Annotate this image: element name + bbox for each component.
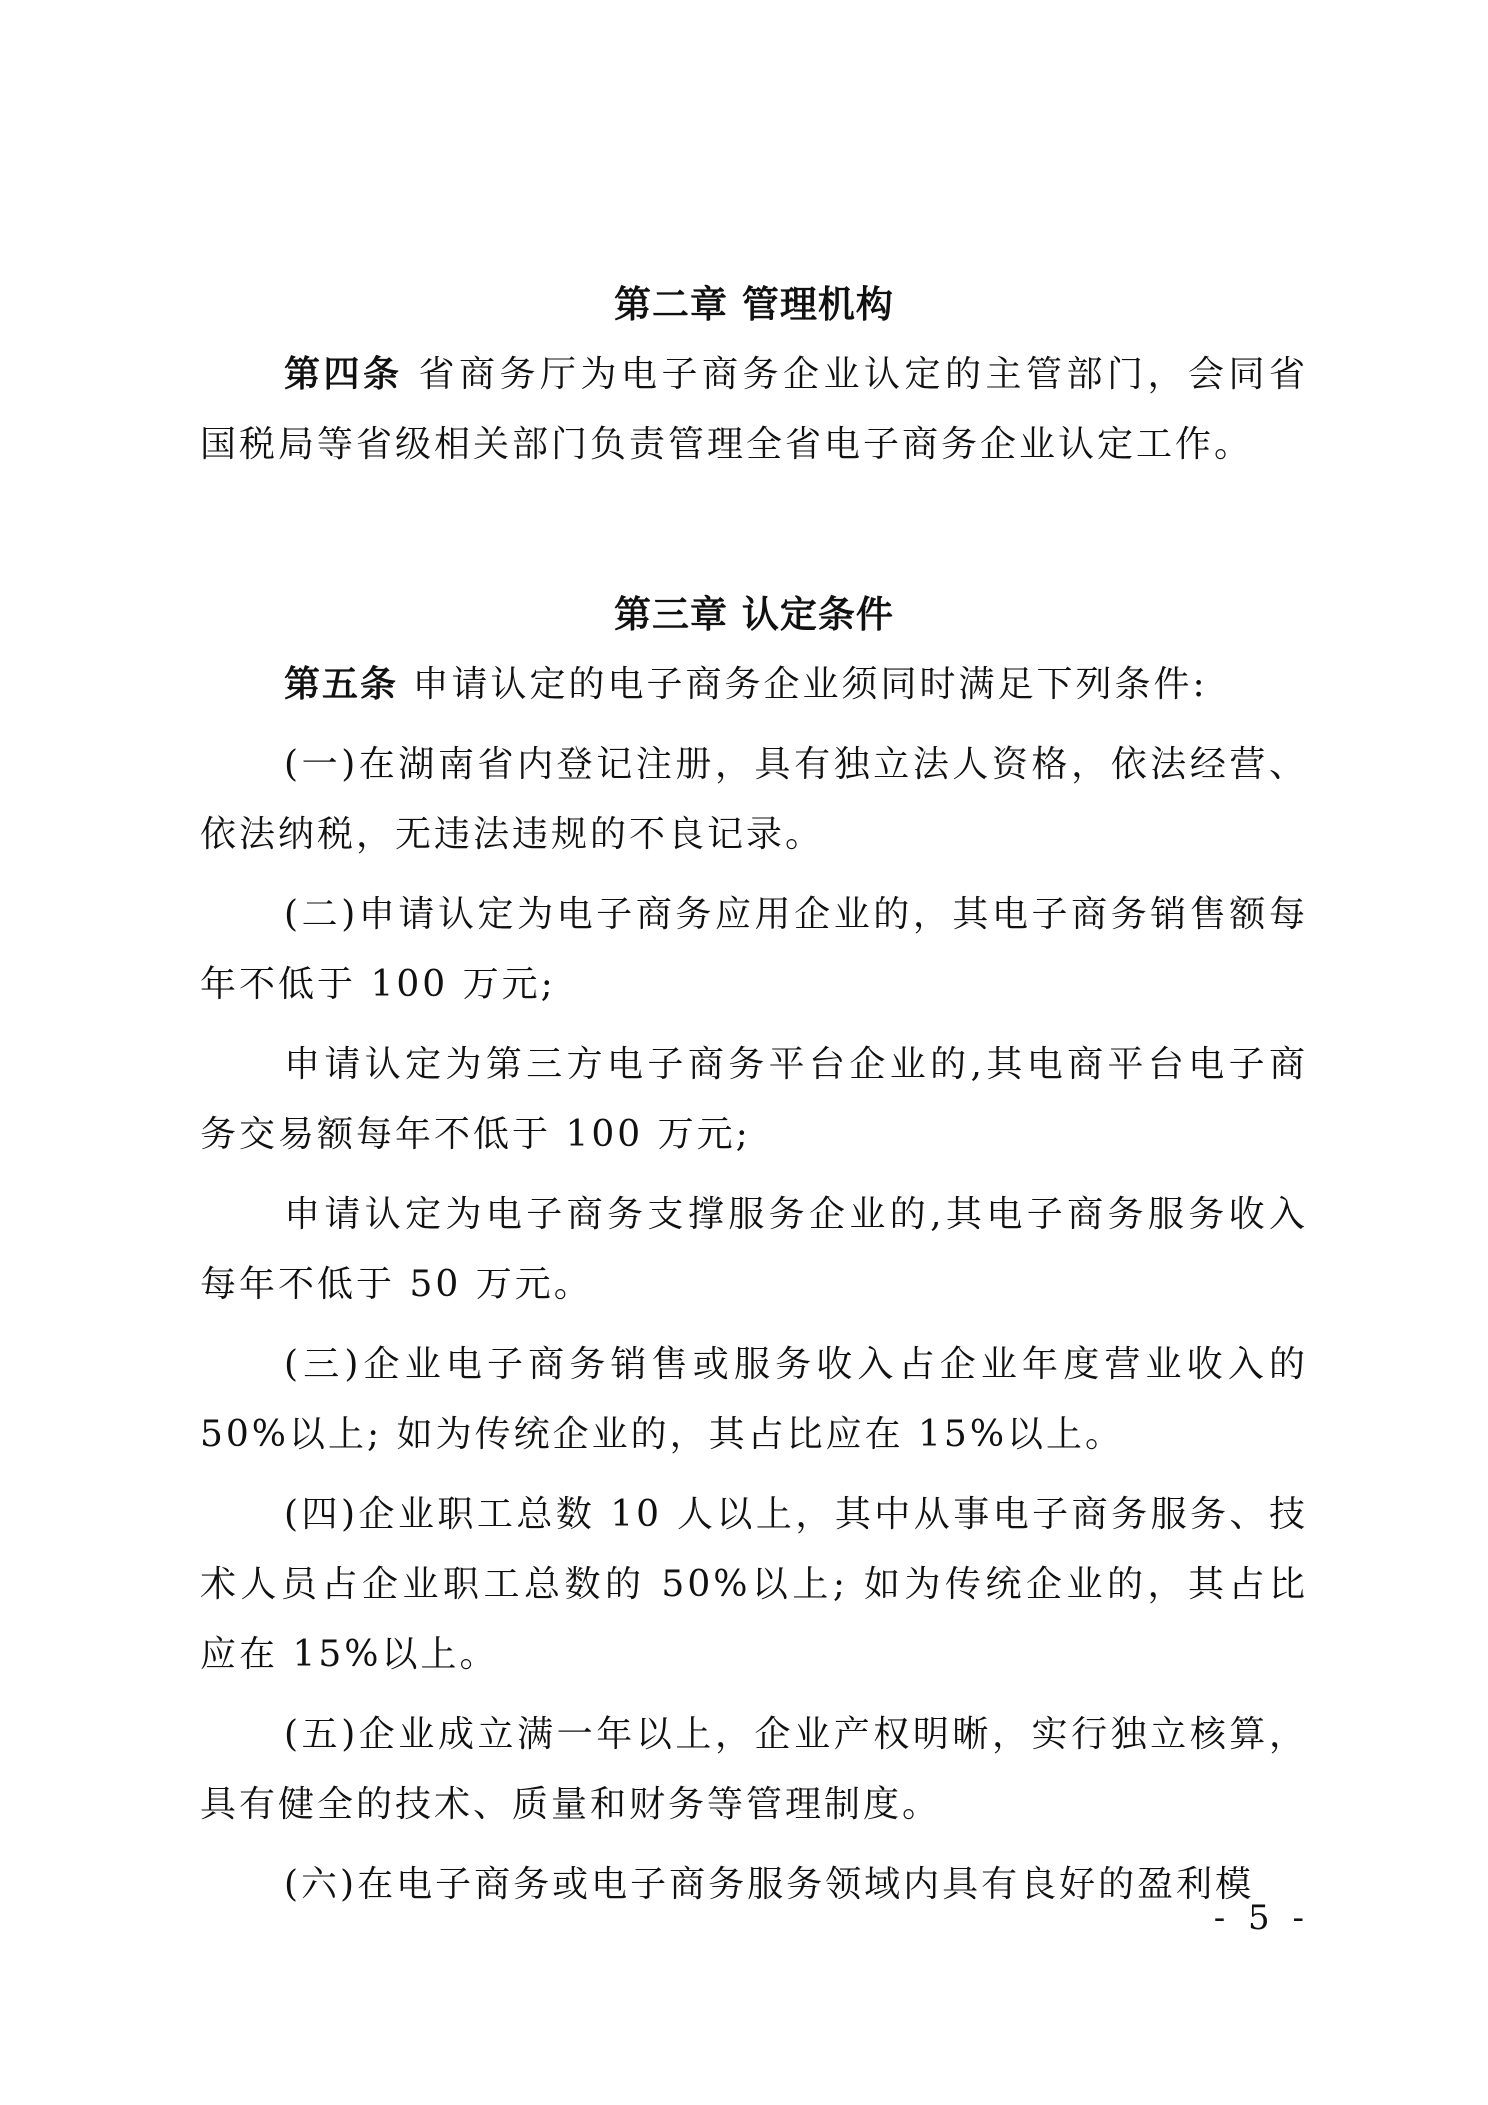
article-5-text: 申请认定的电子商务企业须同时满足下列条件:: [398, 664, 1208, 705]
chapter-3-heading: 第三章 认定条件: [614, 593, 894, 636]
chapter-2-heading: 第二章 管理机构: [614, 283, 894, 326]
page-content: [200, 270, 1308, 1920]
page-number: - 5 -: [1213, 1898, 1310, 1938]
condition-item-4: (四)企业职工总数 10 人以上，其中从事电子商务服务、技术人员占企业职工总数的 50%以上; 如为传统企业的，其占比应在 15%以上。: [200, 1494, 1308, 1675]
article-4-label: 第四条: [284, 354, 403, 395]
article-4-text: 省商务厅为电子商务企业认定的主管部门，会同省国税局等省级相关部门负责管理全省电子商务企业认定工作。: [200, 354, 1308, 465]
article-4-paragraph: [200, 340, 1308, 480]
condition-item-5: (五)企业成立满一年以上，企业产权明晰，实行独立核算，具有健全的技术、质量和财务等管理制度。: [200, 1714, 1308, 1825]
condition-item-2-service: 申请认定为电子商务支撑服务企业的,其电子商务服务收入每年不低于 50 万元。: [200, 1194, 1308, 1305]
article-5-label: 第五条: [284, 664, 399, 705]
condition-item-1: (一)在湖南省内登记注册，具有独立法人资格，依法经营、依法纳税，无违法违规的不良记录。: [200, 744, 1308, 855]
section-spacer: [200, 480, 1308, 580]
condition-item-2: (二)申请认定为电子商务应用企业的，其电子商务销售额每年不低于 100 万元;: [200, 894, 1308, 1005]
article-5-paragraph: [200, 650, 1308, 720]
condition-item-6: (六)在电子商务或电子商务服务领域内具有良好的盈利模: [284, 1864, 1255, 1905]
condition-item-2-platform: 申请认定为第三方电子商务平台企业的,其电商平台电子商务交易额每年不低于 100 万元;: [200, 1044, 1308, 1155]
condition-item-3: (三)企业电子商务销售或服务收入占企业年度营业收入的50%以上; 如为传统企业的，其占比应在 15%以上。: [200, 1344, 1308, 1455]
